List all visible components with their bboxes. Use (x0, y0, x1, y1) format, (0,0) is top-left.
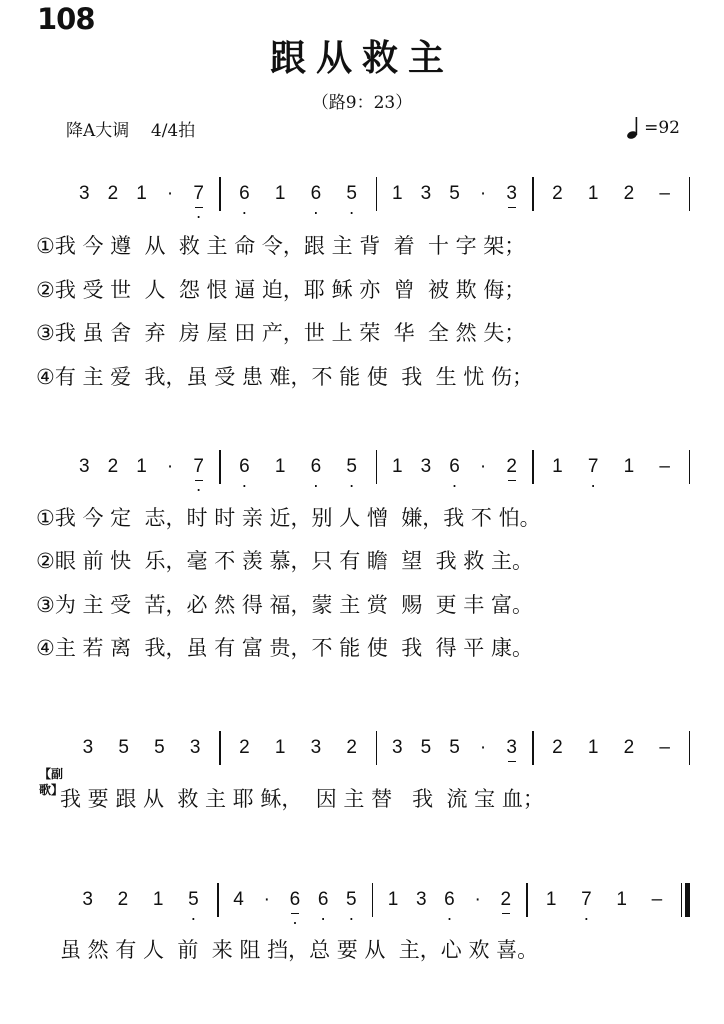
note: 3 (392, 737, 403, 758)
note: 3 (506, 737, 517, 758)
note: · 6 (310, 183, 322, 205)
lyric-line: ①我 今 定 志，时 时 亲 近，别 人 憎 嫌，我 不 怕。 (36, 506, 541, 530)
measure (64, 889, 217, 911)
measure (64, 737, 219, 759)
note: 3 (415, 889, 427, 910)
lyric-line: 虽 然 有 人 前 来 阻 挡，总 要 从 主，心 欢 喜。 (60, 938, 539, 962)
note: 2 (552, 737, 563, 758)
notation-row-1 (64, 174, 690, 214)
note: 1 (274, 183, 286, 204)
measure (221, 456, 376, 478)
measure (64, 456, 219, 478)
note: 2 (117, 889, 129, 910)
note: 1 (274, 456, 286, 477)
note: · 5 (345, 889, 357, 911)
note: 5 (154, 737, 165, 758)
lyric-line: ④有 主 爱 我，虽 受 患 难，不 能 使 我 生 忧 伤； (36, 365, 533, 389)
measure (534, 183, 689, 205)
note: · 7 (193, 183, 205, 205)
hymn-number: 108 (37, 2, 95, 36)
note: 1 (392, 183, 403, 204)
note: 5 (420, 737, 432, 758)
note: 1 (387, 889, 399, 910)
quarter-note-icon (626, 116, 642, 140)
note: 2 (623, 737, 635, 758)
dash-mark: – (659, 456, 670, 477)
note: 3 (79, 183, 90, 204)
notation-row-4 (64, 880, 690, 920)
dash-mark: – (651, 889, 663, 910)
note: 1 (552, 456, 563, 477)
note: · 5 (187, 889, 199, 911)
dot-mark: · (474, 889, 481, 910)
measure (377, 737, 532, 759)
notation-row-2 (64, 447, 690, 487)
lyric-line: ①我 今 遵 从 救 主 命 令，跟 主 背 着 十 字 架； (36, 234, 526, 258)
barline (689, 177, 691, 211)
dot-mark: · (479, 183, 487, 204)
measure (221, 183, 376, 205)
note: 2 (346, 737, 357, 758)
note: · 7 (580, 889, 592, 911)
note: 1 (623, 456, 635, 477)
note: 1 (616, 889, 627, 910)
tempo-marking (626, 116, 680, 140)
note: · 7 (587, 456, 599, 478)
measure (534, 737, 689, 759)
measure (377, 183, 532, 205)
measure (373, 889, 526, 911)
note: 2 (552, 183, 563, 204)
note: · 6 (238, 183, 250, 205)
final-barline (681, 883, 691, 917)
note: · 5 (346, 456, 358, 478)
note: 3 (506, 183, 517, 204)
note: 4 (233, 889, 244, 910)
barline (689, 731, 691, 765)
note: · 5 (346, 183, 358, 205)
note: 1 (152, 889, 164, 910)
lyric-line: ②眼 前 快 乐，毫 不 羡 慕，只 有 瞻 望 我 救 主。 (36, 549, 533, 573)
measure (377, 456, 532, 478)
lyric-line: 我 要 跟 从 救 主 耶 稣， 因 主 替 我 流 宝 血； (60, 787, 544, 811)
dot-mark: · (166, 183, 174, 204)
note: · 6 (310, 456, 322, 478)
note: 5 (118, 737, 129, 758)
key-signature: 降A大调 4/4拍 (66, 121, 196, 141)
note: · 6 (238, 456, 250, 478)
note: 5 (449, 737, 460, 758)
measure (221, 737, 376, 759)
dot-mark: · (263, 889, 270, 910)
note: · 6 (317, 889, 329, 911)
measure (528, 889, 681, 911)
dot-mark: · (479, 456, 487, 477)
scripture-reference: （路9：23） (311, 93, 413, 113)
lyric-line: ④主 若 离 我，虽 有 富 贵，不 能 使 我 得 平 康。 (36, 636, 533, 660)
hymn-title: 跟从救主 (269, 37, 454, 79)
note: 2 (107, 183, 119, 204)
note: 2 (239, 737, 250, 758)
measure (64, 183, 219, 205)
note: 5 (449, 183, 460, 204)
note: 1 (587, 183, 599, 204)
note: 1 (274, 737, 286, 758)
note: 2 (107, 456, 119, 477)
note: · 6 (289, 889, 301, 911)
note: 1 (136, 456, 147, 477)
dot-mark: · (479, 737, 487, 758)
note: 3 (189, 737, 201, 758)
lyric-line: ②我 受 世 人 怨 恨 逼 迫，耶 稣 亦 曾 被 欺 侮； (36, 278, 526, 302)
lyric-line: ③我 虽 舍 弃 房 屋 田 产，世 上 荣 华 全 然 失； (36, 321, 526, 345)
note: 3 (420, 183, 432, 204)
notation-row-3 (64, 728, 690, 768)
measure (219, 889, 372, 911)
dash-mark: – (659, 737, 670, 758)
note: · 6 (443, 889, 455, 911)
measure (534, 456, 689, 478)
note: 3 (79, 456, 90, 477)
note: 1 (545, 889, 557, 910)
lyric-line: ③为 主 受 苦，必 然 得 福，蒙 主 赏 赐 更 丰 富。 (36, 593, 533, 617)
note: 3 (82, 737, 94, 758)
barline (689, 450, 691, 484)
dash-mark: – (659, 183, 670, 204)
refrain-label-text: 【副歌】 (39, 767, 64, 797)
note: 3 (310, 737, 322, 758)
note: 1 (587, 737, 599, 758)
note: 2 (500, 889, 512, 910)
note: · 6 (448, 456, 460, 478)
note: 3 (82, 889, 93, 910)
note: · 7 (193, 456, 205, 478)
dot-mark: · (166, 456, 174, 477)
note: 1 (392, 456, 403, 477)
note: 2 (623, 183, 635, 204)
note: 1 (136, 183, 147, 204)
refrain-label (38, 766, 64, 798)
tempo-value: =92 (644, 118, 680, 138)
note: 3 (420, 456, 432, 477)
note: 2 (506, 456, 517, 477)
